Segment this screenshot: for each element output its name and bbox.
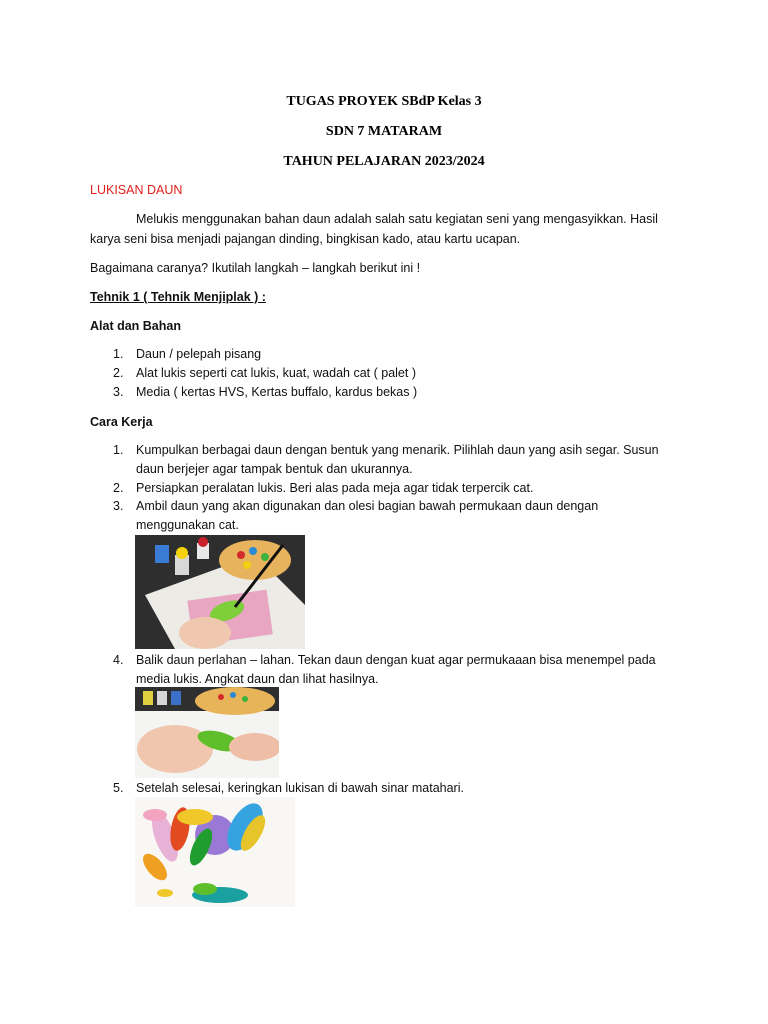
list-item-continued: media lukis. Angkat daun dan lihat hasilnya. [136, 672, 379, 686]
intro-question: Bagaimana caranya? Ikutilah langkah – langkah berikut ini ! [90, 261, 421, 275]
list-item-continued: menggunakan cat. [136, 518, 239, 532]
list-number: 1. [113, 347, 124, 361]
list-number: 2. [113, 481, 124, 495]
section-heading: LUKISAN DAUN [90, 183, 183, 197]
list-number: 5. [113, 781, 124, 795]
title-line-3: TAHUN PELAJARAN 2023/2024 [283, 154, 485, 169]
list-number: 3. [113, 499, 124, 513]
photo-pressing-leaf [135, 687, 279, 778]
photo-leaf-prints-result [135, 797, 295, 907]
list-item: Balik daun perlahan – lahan. Tekan daun dengan kuat agar permukaaan bisa menempel pada [136, 653, 656, 667]
list-number: 2. [113, 366, 124, 380]
list-item: Alat lukis seperti cat lukis, kuat, wadah cat ( palet ) [136, 366, 416, 380]
steps-title: Cara Kerja [90, 415, 153, 429]
intro-line-2: karya seni bisa menjadi pajangan dinding, bingkisan kado, atau kartu ucapan. [90, 232, 521, 246]
technique-title: Tehnik 1 ( Tehnik Menjiplak ) : [90, 290, 266, 304]
list-number: 1. [113, 443, 124, 457]
list-item-continued: daun berjejer agar tampak bentuk dan ukurannya. [136, 462, 413, 476]
list-item: Daun / pelepah pisang [136, 347, 262, 361]
title-line-2: SDN 7 MATARAM [325, 124, 443, 139]
list-item: Setelah selesai, keringkan lukisan di bawah sinar matahari. [136, 781, 464, 795]
list-number: 4. [113, 653, 124, 667]
photo-painting-leaf [135, 535, 305, 649]
photo-pressing-leaf-illustration [135, 687, 279, 778]
list-item: Ambil daun yang akan digunakan dan olesi bagian bawah permukaan daun dengan [136, 499, 599, 513]
photo-leaf-prints-illustration [135, 797, 295, 907]
list-number: 3. [113, 385, 124, 399]
materials-title: Alat dan Bahan [90, 319, 181, 333]
list-item: Persiapkan peralatan lukis. Beri alas pada meja agar tidak terpercik cat. [136, 481, 534, 495]
photo-painting-leaf-illustration [135, 535, 305, 649]
list-item: Media ( kertas HVS, Kertas buffalo, kardus bekas ) [136, 385, 418, 399]
list-item: Kumpulkan berbagai daun dengan bentuk yang menarik. Pilihlah daun yang asih segar. Susun [136, 443, 659, 457]
title-line-1: TUGAS PROYEK SBdP Kelas 3 [286, 94, 482, 109]
intro-line-1: Melukis menggunakan bahan daun adalah salah satu kegiatan seni yang mengasyikkan. Hasil [136, 212, 658, 226]
